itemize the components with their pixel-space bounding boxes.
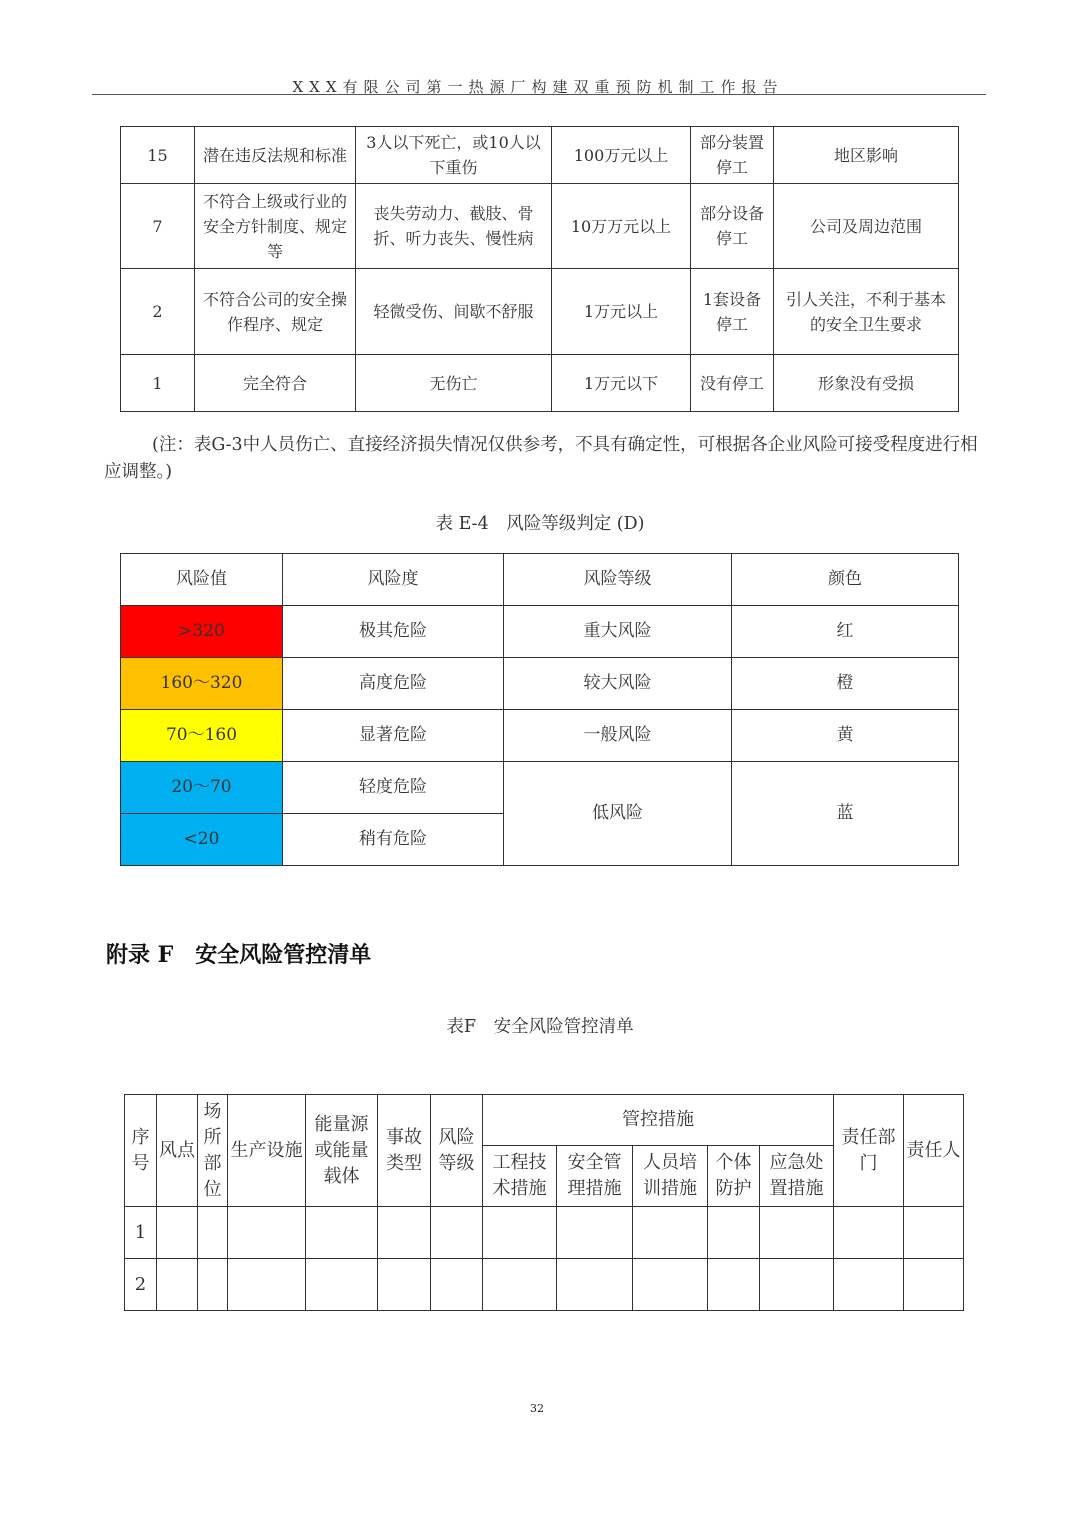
cell: 7 bbox=[121, 184, 195, 269]
cell: 15 bbox=[121, 127, 195, 184]
table-row bbox=[121, 710, 959, 762]
cell: 10万万元以上 bbox=[552, 184, 691, 269]
cell: 高度危险 bbox=[283, 658, 504, 710]
cell: 红 bbox=[732, 606, 959, 658]
table-row bbox=[121, 184, 959, 269]
cell: 100万元以上 bbox=[552, 127, 691, 184]
header-cell: 风险度 bbox=[283, 554, 504, 606]
cell: 极其危险 bbox=[283, 606, 504, 658]
cell: 一般风险 bbox=[504, 710, 732, 762]
table-header-row bbox=[121, 554, 959, 606]
cell: 黄 bbox=[732, 710, 959, 762]
cell: 重大风险 bbox=[504, 606, 732, 658]
table-header-row bbox=[125, 1095, 964, 1146]
header-cell: 场所部位 bbox=[198, 1095, 228, 1207]
cell: 丧失劳动力、截肢、骨折、听力丧失、慢性病 bbox=[356, 184, 552, 269]
cell: 显著危险 bbox=[283, 710, 504, 762]
header-cell: 个体防护 bbox=[708, 1146, 760, 1207]
header-cell: 序号 bbox=[125, 1095, 157, 1207]
cell: 地区影响 bbox=[774, 127, 959, 184]
cell: 1 bbox=[125, 1207, 157, 1259]
cell: 稍有危险 bbox=[283, 814, 504, 866]
table-row bbox=[125, 1259, 964, 1311]
cell: 较大风险 bbox=[504, 658, 732, 710]
cell: 引人关注，不利于基本的安全卫生要求 bbox=[774, 269, 959, 355]
risk-level-table bbox=[120, 553, 959, 866]
cell: 公司及周边范围 bbox=[774, 184, 959, 269]
table-f-caption: 表F 安全风险管控清单 bbox=[446, 1017, 634, 1037]
header-cell: 管控措施 bbox=[483, 1095, 834, 1146]
header-cell: 工程技术措施 bbox=[483, 1146, 557, 1207]
cell: 2 bbox=[125, 1259, 157, 1311]
header-rule bbox=[92, 94, 986, 95]
table-row bbox=[121, 762, 959, 814]
cell: 部分设备停工 bbox=[691, 184, 774, 269]
risk-value-cell: >320 bbox=[121, 606, 283, 658]
table-row bbox=[121, 658, 959, 710]
header-cell: 风险等级 bbox=[431, 1095, 483, 1207]
cell: 1 bbox=[121, 355, 195, 412]
risk-value-cell: 20～70 bbox=[121, 762, 283, 814]
cell: 2 bbox=[121, 269, 195, 355]
header-cell: 风险值 bbox=[121, 554, 283, 606]
cell: 无伤亡 bbox=[356, 355, 552, 412]
header-cell: 责任人 bbox=[904, 1095, 964, 1207]
header-cell: 责任部门 bbox=[834, 1095, 904, 1207]
cell: 不符合上级或行业的安全方针制度、规定等 bbox=[195, 184, 356, 269]
cell: 轻微受伤、间歇不舒服 bbox=[356, 269, 552, 355]
cell: 橙 bbox=[732, 658, 959, 710]
cell: 1套设备停工 bbox=[691, 269, 774, 355]
page-header: XXX有限公司第一热源厂构建双重预防机制工作报告 bbox=[292, 78, 784, 96]
header-cell: 能量源或能量载体 bbox=[306, 1095, 378, 1207]
header-cell: 风险等级 bbox=[504, 554, 732, 606]
table-row bbox=[121, 127, 959, 184]
risk-value-cell: <20 bbox=[121, 814, 283, 866]
cell: 1万元以下 bbox=[552, 355, 691, 412]
header-cell: 颜色 bbox=[732, 554, 959, 606]
risk-value-cell: 160～320 bbox=[121, 658, 283, 710]
table-e4-caption: 表 E-4 风险等级判定 (D) bbox=[435, 514, 645, 534]
cell: 没有停工 bbox=[691, 355, 774, 412]
cell: 部分装置停工 bbox=[691, 127, 774, 184]
cell: 1万元以上 bbox=[552, 269, 691, 355]
section-title: 附录 F 安全风险管控清单 bbox=[106, 942, 372, 968]
table-row bbox=[121, 269, 959, 355]
table-row bbox=[125, 1207, 964, 1259]
page-number: 32 bbox=[530, 1402, 544, 1415]
header-cell: 事故类型 bbox=[378, 1095, 431, 1207]
header-cell: 风点 bbox=[157, 1095, 198, 1207]
table-note: (注：表G-3中人员伤亡、直接经济损失情况仅供参考，不具有确定性，可根据各企业风险可接受程度进行相应调整。) bbox=[104, 435, 978, 482]
cell: 完全符合 bbox=[195, 355, 356, 412]
table-row bbox=[121, 606, 959, 658]
cell: 3人以下死亡，或10人以下重伤 bbox=[356, 127, 552, 184]
cell: 潜在违反法规和标准 bbox=[195, 127, 356, 184]
header-cell: 生产设施 bbox=[228, 1095, 306, 1207]
cell: 蓝 bbox=[732, 762, 959, 866]
header-cell: 应急处置措施 bbox=[760, 1146, 834, 1207]
risk-value-cell: 70～160 bbox=[121, 710, 283, 762]
cell: 形象没有受损 bbox=[774, 355, 959, 412]
cell: 不符合公司的安全操作程序、规定 bbox=[195, 269, 356, 355]
cell: 低风险 bbox=[504, 762, 732, 866]
header-cell: 人员培训措施 bbox=[633, 1146, 708, 1207]
risk-control-table bbox=[124, 1094, 964, 1311]
header-cell: 安全管理措施 bbox=[557, 1146, 633, 1207]
cell: 轻度危险 bbox=[283, 762, 504, 814]
severity-table bbox=[120, 126, 959, 412]
table-row bbox=[121, 355, 959, 412]
